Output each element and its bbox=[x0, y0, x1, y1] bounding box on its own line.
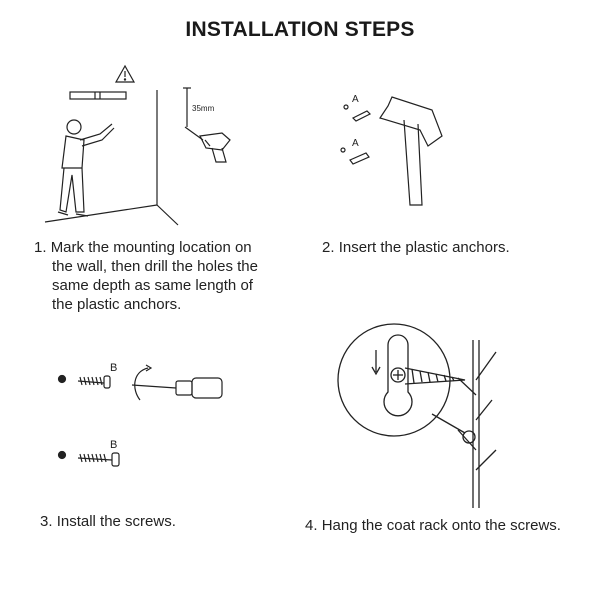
screw-b-label: B bbox=[110, 362, 118, 374]
step-1-number: 1. bbox=[34, 239, 47, 256]
step-3-number: 3. bbox=[40, 513, 53, 530]
step-2-instructions bbox=[322, 238, 582, 257]
step-3-instructions bbox=[40, 512, 290, 531]
step-1-line-4: the plastic anchors. bbox=[52, 296, 182, 313]
anchor-a-label: A bbox=[352, 94, 359, 105]
coat-rack-icon bbox=[458, 340, 496, 508]
screw-b-label-2: B bbox=[110, 439, 118, 451]
step-4-text: Hang the coat rack onto the screws. bbox=[321, 517, 561, 534]
page-title: INSTALLATION STEPS bbox=[185, 18, 415, 41]
step-1-line-1: Mark the mounting location on bbox=[50, 239, 252, 256]
step-2-number: 2. bbox=[322, 239, 335, 256]
step-2-text: Insert the plastic anchors. bbox=[338, 239, 510, 256]
step-4-number: 4. bbox=[305, 517, 318, 534]
step-3-text: Install the screws. bbox=[56, 513, 176, 530]
step-1-line-2: the wall, then drill the holes the bbox=[52, 258, 258, 275]
anchor-a-label-2: A bbox=[352, 138, 359, 149]
depth-label: 35mm bbox=[192, 104, 215, 113]
step-1-instructions bbox=[34, 238, 284, 314]
step-1-line-3: same depth as same length of bbox=[52, 277, 253, 294]
step-4-instructions bbox=[305, 516, 595, 535]
